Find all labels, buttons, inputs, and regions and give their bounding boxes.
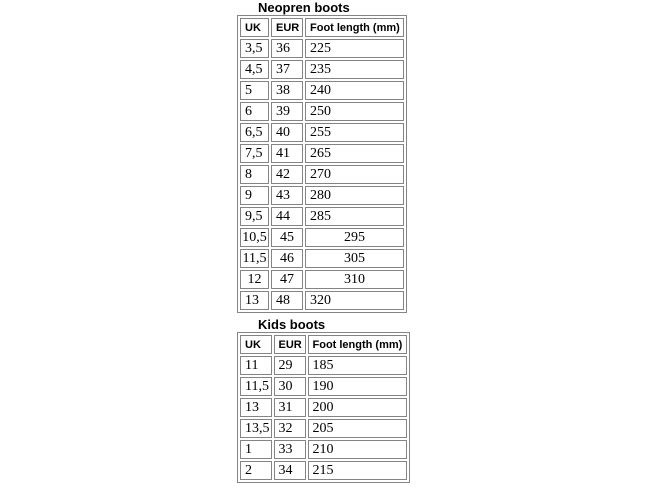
cell-eur: 29 <box>274 356 306 375</box>
table-row <box>240 440 407 459</box>
cell-eur: 36 <box>271 39 303 58</box>
header-row <box>240 18 404 37</box>
cell-foot: 285 <box>305 207 404 226</box>
cell-eur: 42 <box>271 165 303 184</box>
cell-foot: 305 <box>305 249 404 268</box>
cell-uk: 13 <box>240 291 269 310</box>
cell-foot: 235 <box>305 60 404 79</box>
cell-foot: 185 <box>308 356 407 375</box>
cell-eur: 30 <box>274 377 306 396</box>
cell-foot: 280 <box>305 186 404 205</box>
cell-eur: 33 <box>274 440 306 459</box>
cell-uk: 12 <box>240 270 269 289</box>
column-header-eur: EUR <box>274 335 306 354</box>
table-row <box>240 60 404 79</box>
neopren-boots-section <box>237 1 652 313</box>
table-row <box>240 81 404 100</box>
cell-eur: 47 <box>271 270 303 289</box>
table-row <box>240 377 407 396</box>
kids-boots-rows <box>240 356 407 480</box>
cell-eur: 45 <box>271 228 303 247</box>
cell-foot: 200 <box>308 398 407 417</box>
cell-foot: 215 <box>308 461 407 480</box>
cell-uk: 11 <box>240 356 272 375</box>
cell-uk: 13,5 <box>240 419 272 438</box>
cell-foot: 205 <box>308 419 407 438</box>
neopren-boots-rows <box>240 39 404 310</box>
cell-uk: 13 <box>240 398 272 417</box>
cell-foot: 225 <box>305 39 404 58</box>
kids-boots-title: Kids boots <box>258 317 326 332</box>
table-row <box>240 356 407 375</box>
column-header-foot-length: Foot length (mm) <box>305 18 404 37</box>
cell-uk: 4,5 <box>240 60 269 79</box>
cell-eur: 34 <box>274 461 306 480</box>
neopren-boots-table <box>237 15 407 313</box>
neopren-boots-title: Neopren boots <box>258 0 350 15</box>
cell-eur: 44 <box>271 207 303 226</box>
table-row <box>240 207 404 226</box>
cell-eur: 41 <box>271 144 303 163</box>
cell-uk: 1 <box>240 440 272 459</box>
kids-boots-section <box>237 318 652 483</box>
cell-uk: 9 <box>240 186 269 205</box>
cell-eur: 40 <box>271 123 303 142</box>
cell-foot: 265 <box>305 144 404 163</box>
table-row <box>240 249 404 268</box>
cell-eur: 38 <box>271 81 303 100</box>
kids-boots-table <box>237 332 410 483</box>
cell-foot: 295 <box>305 228 404 247</box>
table-row <box>240 461 407 480</box>
cell-uk: 8 <box>240 165 269 184</box>
table-row <box>240 228 404 247</box>
column-header-uk: UK <box>240 335 272 354</box>
cell-uk: 6 <box>240 102 269 121</box>
cell-foot: 255 <box>305 123 404 142</box>
cell-uk: 7,5 <box>240 144 269 163</box>
cell-uk: 3,5 <box>240 39 269 58</box>
column-header-foot-length: Foot length (mm) <box>308 335 407 354</box>
table-row <box>240 270 404 289</box>
cell-foot: 310 <box>305 270 404 289</box>
cell-eur: 43 <box>271 186 303 205</box>
cell-eur: 32 <box>274 419 306 438</box>
cell-uk: 6,5 <box>240 123 269 142</box>
table-row <box>240 291 404 310</box>
cell-foot: 210 <box>308 440 407 459</box>
cell-eur: 37 <box>271 60 303 79</box>
cell-uk: 9,5 <box>240 207 269 226</box>
table-row <box>240 144 404 163</box>
header-row <box>240 335 407 354</box>
cell-eur: 46 <box>271 249 303 268</box>
cell-uk: 11,5 <box>240 377 272 396</box>
table-row <box>240 123 404 142</box>
cell-eur: 39 <box>271 102 303 121</box>
table-row <box>240 186 404 205</box>
cell-uk: 10,5 <box>240 228 269 247</box>
cell-uk: 11,5 <box>240 249 269 268</box>
cell-foot: 250 <box>305 102 404 121</box>
cell-foot: 320 <box>305 291 404 310</box>
column-header-eur: EUR <box>271 18 303 37</box>
cell-uk: 2 <box>240 461 272 480</box>
cell-eur: 31 <box>274 398 306 417</box>
column-header-uk: UK <box>240 18 269 37</box>
cell-eur: 48 <box>271 291 303 310</box>
table-row <box>240 398 407 417</box>
table-row <box>240 419 407 438</box>
cell-foot: 240 <box>305 81 404 100</box>
table-row <box>240 165 404 184</box>
table-row <box>240 39 404 58</box>
cell-foot: 190 <box>308 377 407 396</box>
table-row <box>240 102 404 121</box>
cell-uk: 5 <box>240 81 269 100</box>
cell-foot: 270 <box>305 165 404 184</box>
